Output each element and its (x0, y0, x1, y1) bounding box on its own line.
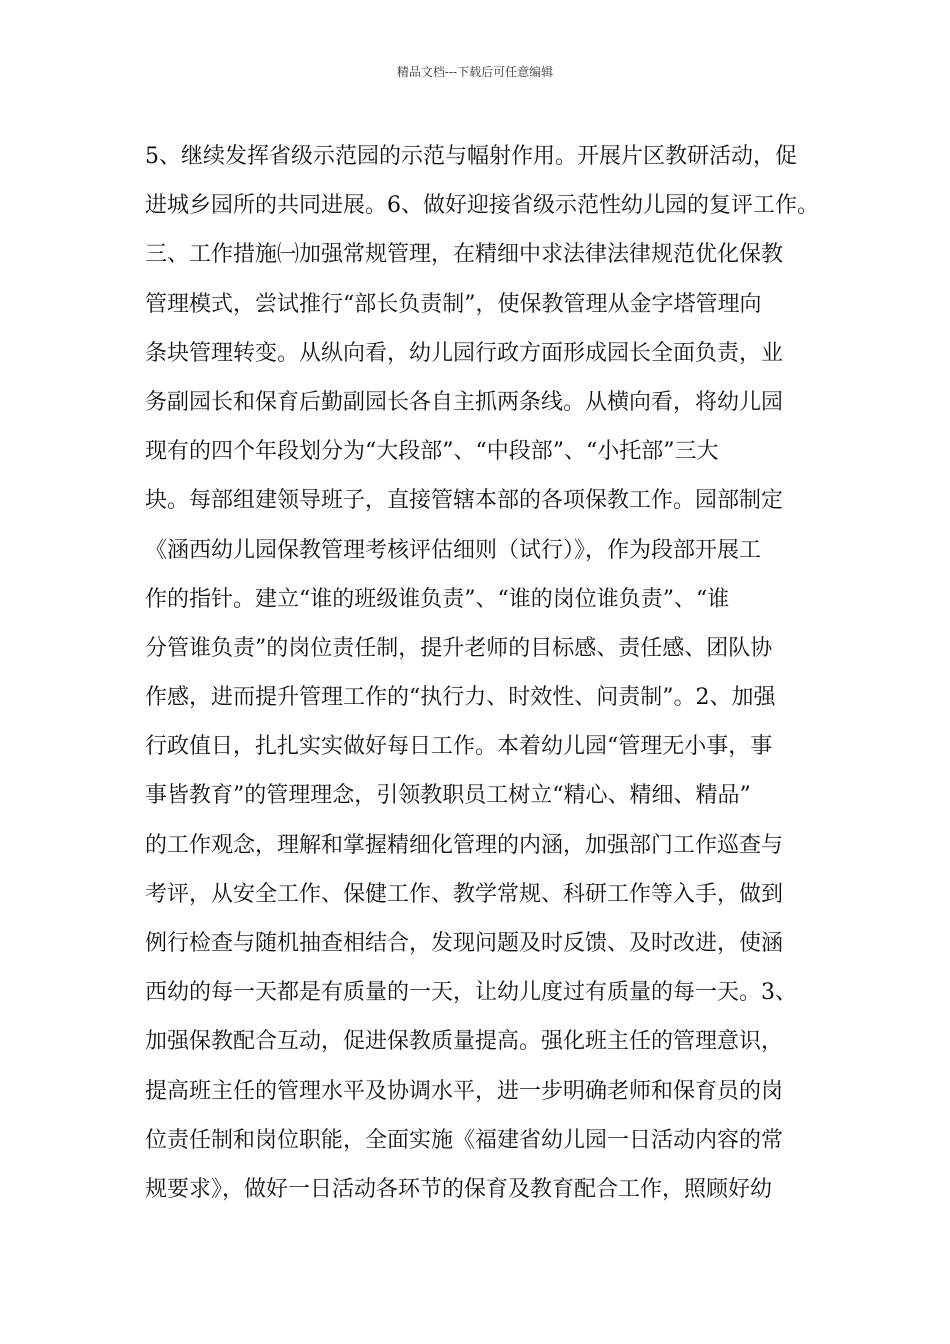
text-line: 的工作观念，理解和掌握精细化管理的内涵，加强部门工作巡查与 (145, 832, 784, 858)
text-line: 位责任制和岗位职能，全面实施《福建省幼儿园一日活动内容的常 (145, 1127, 784, 1153)
body-text (145, 132, 835, 1214)
text-line: 作的指针。建立“谁的班级谁负责”、“谁的岗位谁负责”、“谁 (145, 586, 730, 612)
text-line: 条块管理转变。从纵向看，幼儿园行政方面形成园长全面负责，业 (145, 340, 784, 366)
text-line: 例行检查与随机抽查相结合，发现问题及时反馈、及时改进，使涵 (145, 931, 784, 956)
text-line: 规要求》，做好一日活动各环节的保育及教育配合工作，照顾好幼 (145, 1176, 773, 1202)
text-line: 考评，从安全工作、保健工作、教学常规、科研工作等入手，做到 (145, 881, 784, 907)
text-line: 提高班主任的管理水平及协调水平，进一步明确老师和保育员的岗 (145, 1078, 784, 1104)
text-line: 分管谁负责”的岗位责任制，提升老师的目标感、责任感、团队协 (145, 635, 773, 661)
text-line: 进城乡园所的共同进展。6、做好迎接省级示范性幼儿园的复评工作。 (145, 193, 819, 219)
text-line: 《涵西幼儿园保教管理考核评估细则（试行）》，作为段部开展工 (145, 537, 762, 563)
text-line: 三、工作措施㈠加强常规管理，在精细中求法律法律规范优化保教 (145, 242, 784, 268)
text-line: 事皆教育”的管理理念，引领教职员工树立“精心、精细、精品” (145, 783, 751, 809)
text-line: 务副园长和保育后勤副园长各自主抓两条线。从横向看，将幼儿园 (145, 389, 784, 415)
text-line: 西幼的每一天都是有质量的一天，让幼儿度过有质量的每一天。3、 (145, 980, 797, 1006)
page-header: 精品文档---下载后可任意编辑 (396, 65, 554, 79)
text-line: 管理模式，尝试推行“部长负责制”，使保教管理从金字塔管理向 (145, 291, 762, 317)
text-line: 块。每部组建领导班子，直接管辖本部的各项保教工作。园部制定 (145, 488, 784, 514)
text-line: 行政值日，扎扎实实做好每日工作。本着幼儿园“管理无小事，事 (145, 734, 773, 760)
text-line: 作感，进而提升管理工作的“执行力、时效性、问责制”。2、加强 (145, 685, 776, 711)
text-line: 5、继续发挥省级示范园的示范与幅射作用。开展片区教研活动，促 (145, 144, 797, 169)
text-line: 现有的四个年段划分为“大段部”、“中段部”、“小托部”三大 (145, 439, 719, 465)
text-line: 加强保教配合互动，促进保教质量提高。强化班主任的管理意识， (145, 1029, 784, 1055)
